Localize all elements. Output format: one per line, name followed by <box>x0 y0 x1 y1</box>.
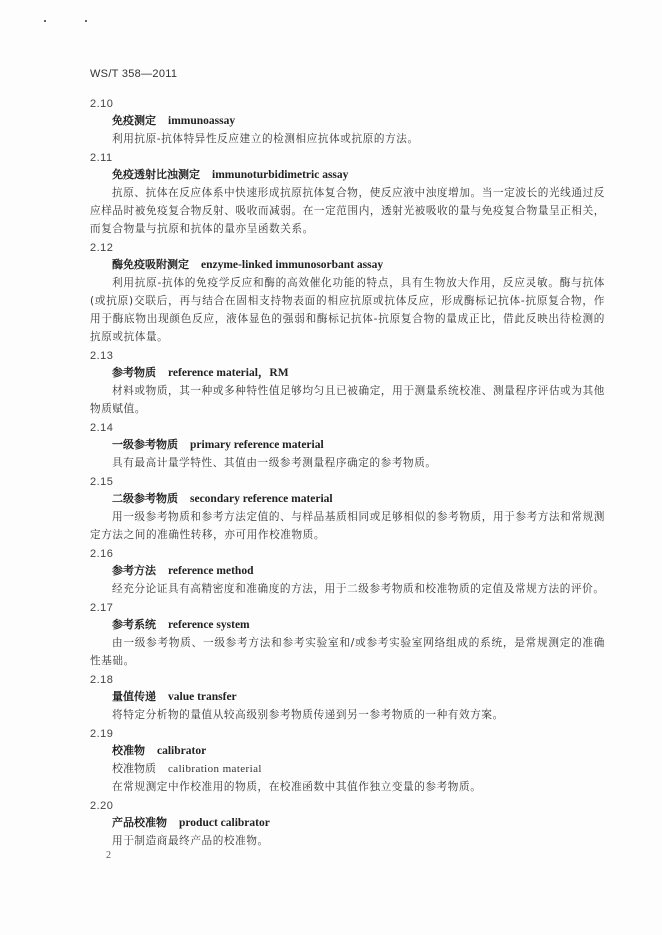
entry-number: 2.16 <box>90 548 114 560</box>
term-en: immunoturbidimetric assay <box>212 169 349 181</box>
entry-number: 2.12 <box>90 242 114 254</box>
term-definition: 在常规测定中作校准用的物质，在校准函数中其值作独立变量的参考物质。 <box>112 781 482 793</box>
term-zh: 参考物质 <box>112 366 156 379</box>
term-heading <box>90 256 605 274</box>
term-definition: 用于制造商最终产品的校准物。 <box>112 835 269 847</box>
term-zh: 二级参考物质 <box>112 492 178 505</box>
term-zh: 免疫测定 <box>112 114 156 127</box>
entry-number: 2.15 <box>90 476 114 488</box>
term-definition: 具有最高计量学特性、其值由一级参考测量程序确定的参考物质。 <box>112 457 437 469</box>
term-en: immunoassay <box>168 115 236 127</box>
term-definition: 抗原、抗体在反应体系中快速形成抗原抗体复合物，使反应液中浊度增加。当一定波长的光线通过反应样品时被免疫复合物反射、吸收而减弱。在一定范围内，透射光被吸收的量与免疫复合物量呈正相关，而复合物量与抗原和抗体的量亦呈函数关系。 <box>90 187 605 235</box>
term-en: calibrator <box>157 745 207 757</box>
term-heading <box>90 166 605 184</box>
entry-number: 2.13 <box>90 350 114 362</box>
term-synonym <box>90 760 605 778</box>
term-en: product calibrator <box>179 817 270 829</box>
page-number: 2 <box>106 850 111 861</box>
term-definition: 将特定分析物的量值从较高级别参考物质传递到另一参考物质的一种有效方案。 <box>112 709 504 721</box>
entry-number: 2.10 <box>90 98 114 110</box>
term-entry <box>90 798 605 850</box>
term-en: reference system <box>168 619 250 631</box>
term-definition: 利用抗原-抗体的免疫学反应和酶的高效催化功能的特点，具有生物放大作用，反应灵敏。酶与抗体(或抗原)交联后，再与结合在固相支持物表面的相应抗原或抗体反应，形成酶标记抗体-抗原复合物，作用于酶底物出现颜色反应，液体显色的强弱和酶标记抗体-抗原复合物的量成正比，借此反映出待检测的抗原或抗体量。 <box>90 277 605 343</box>
term-entry <box>90 348 605 418</box>
scan-speck <box>85 20 87 22</box>
term-entry <box>90 96 605 148</box>
term-heading <box>90 742 605 760</box>
entry-number: 2.17 <box>90 602 114 614</box>
term-en: enzyme-linked immunosorbant assay <box>201 259 384 271</box>
term-heading <box>90 688 605 706</box>
scan-speck <box>44 20 46 22</box>
standard-code: WS/T 358—2011 <box>90 68 178 80</box>
term-zh: 产品校准物 <box>112 816 167 829</box>
entry-number: 2.20 <box>90 800 114 812</box>
term-heading <box>90 616 605 634</box>
synonym-en: calibration material <box>168 763 262 775</box>
term-definition: 用一级参考物质和参考方法定值的、与样品基质相同或足够相似的参考物质，用于参考方法和常规测定方法之间的准确性转移，亦可用作校准物质。 <box>90 511 605 541</box>
terms-list <box>90 96 605 852</box>
term-en: value transfer <box>168 691 237 703</box>
term-entry <box>90 672 605 724</box>
term-heading <box>90 490 605 508</box>
term-entry <box>90 600 605 670</box>
term-heading <box>90 562 605 580</box>
term-entry <box>90 546 605 598</box>
term-en: reference method <box>168 565 254 577</box>
term-definition: 由一级参考物质、一级参考方法和参考实验室和/或参考实验室网络组成的系统，是常规测定的准确性基础。 <box>90 637 605 667</box>
term-definition: 材料或物质，其一种或多种特性值足够均匀且已被确定，用于测量系统校准、测量程序评估或为其他物质赋值。 <box>90 385 605 415</box>
term-heading <box>90 814 605 832</box>
term-en: primary reference material <box>190 439 324 451</box>
entry-number: 2.19 <box>90 728 114 740</box>
entry-number: 2.18 <box>90 674 114 686</box>
term-en: secondary reference material <box>190 493 333 505</box>
term-heading <box>90 364 605 382</box>
term-entry <box>90 420 605 472</box>
term-zh: 参考方法 <box>112 564 156 577</box>
term-definition: 经充分论证具有高精密度和准确度的方法，用于二级参考物质和校准物质的定值及常规方法的评价。 <box>112 583 605 595</box>
term-en: reference material，RM <box>168 367 289 379</box>
term-entry <box>90 150 605 238</box>
term-heading <box>90 436 605 454</box>
synonym-zh: 校准物质 <box>112 762 156 775</box>
term-zh: 酶免疫吸附测定 <box>112 258 189 271</box>
entry-number: 2.11 <box>90 152 113 164</box>
term-entry <box>90 726 605 796</box>
term-zh: 一级参考物质 <box>112 438 178 451</box>
term-definition: 利用抗原-抗体特异性反应建立的检测相应抗体或抗原的方法。 <box>112 133 419 145</box>
entry-number: 2.14 <box>90 422 114 434</box>
term-zh: 量值传递 <box>112 690 156 703</box>
term-entry <box>90 240 605 346</box>
term-entry <box>90 474 605 544</box>
term-zh: 免疫透射比浊测定 <box>112 168 200 181</box>
term-heading <box>90 112 605 130</box>
term-zh: 校准物 <box>112 744 145 757</box>
term-zh: 参考系统 <box>112 618 156 631</box>
